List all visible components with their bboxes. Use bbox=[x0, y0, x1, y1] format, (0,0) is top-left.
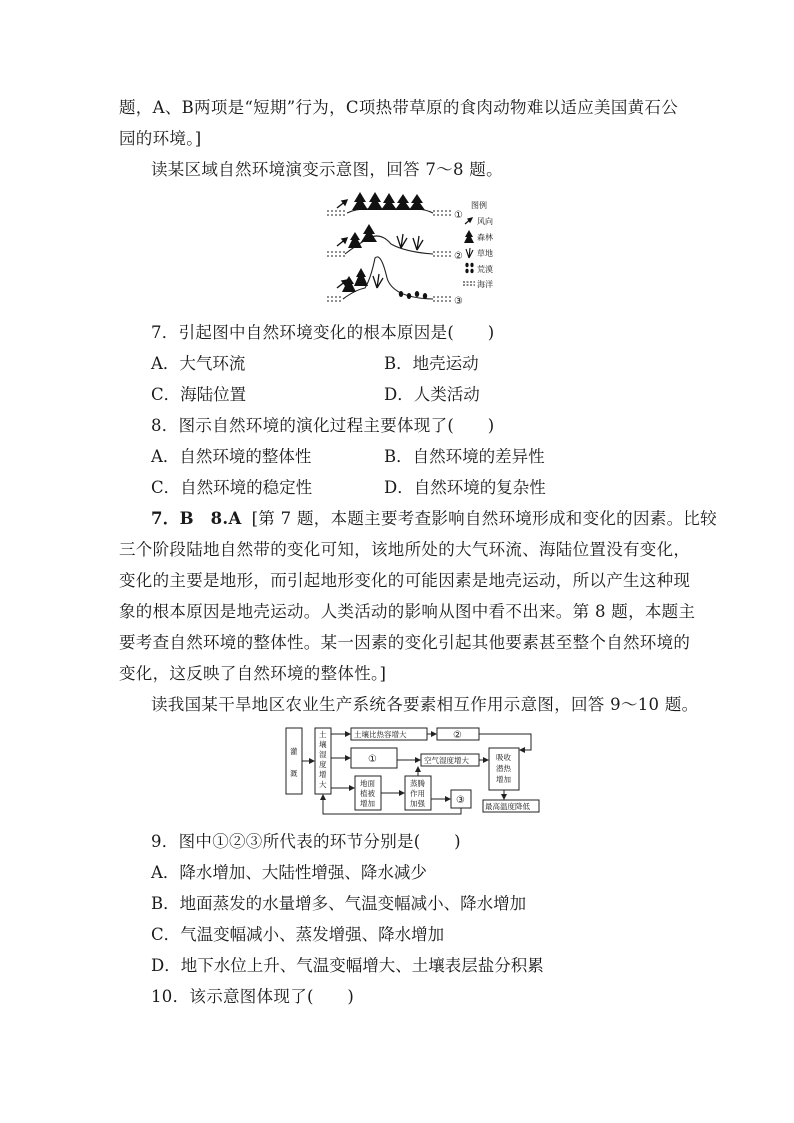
stage-label-3: ③ bbox=[454, 296, 463, 307]
answer78-line-5: 要考查自然环境的整体性。某一因素的变化引起其他要素甚至整个自然环境的 bbox=[119, 633, 691, 652]
answer78-line-1 bbox=[151, 507, 717, 531]
q7-option-d[interactable]: D．人类活动 bbox=[384, 385, 480, 404]
ocean-icon bbox=[463, 282, 475, 285]
environment-evolution-diagram bbox=[325, 188, 505, 313]
agriculture-system-diagram bbox=[285, 724, 541, 816]
q7-option-a[interactable]: A．大气环流 bbox=[151, 354, 246, 373]
box-soil-3: 度 bbox=[319, 760, 327, 769]
box-heat: 土壤比热容增大 bbox=[354, 730, 407, 739]
box-c1: ① bbox=[368, 754, 377, 765]
q9-stem: 9．图中①②③所代表的环节分别是( ) bbox=[151, 832, 461, 851]
forest-icon bbox=[464, 230, 474, 243]
stage-label-2: ② bbox=[454, 251, 463, 262]
intro-line-1: 题，A、B两项是“短期”行为，C项热带草原的食肉动物难以适应美国黄石公 bbox=[119, 98, 679, 117]
box-transp-1: 作用 bbox=[410, 789, 425, 798]
q7-stem: 7．引起图中自然环境变化的根本原因是( ) bbox=[151, 323, 495, 342]
box-irrigation-2: 溉 bbox=[290, 769, 298, 778]
q7-option-b[interactable]: B．地壳运动 bbox=[384, 354, 479, 373]
legend-desert: 荒漠 bbox=[477, 265, 493, 274]
legend-wind: 风向 bbox=[477, 217, 493, 226]
q8-stem: 8．图示自然环境的演化过程主要体现了( ) bbox=[151, 416, 495, 435]
box-latent-2: 增加 bbox=[496, 775, 511, 784]
box-veg-2: 增加 bbox=[360, 799, 375, 808]
box-latent-0: 吸收 bbox=[496, 753, 511, 762]
q10-stem: 10．该示意图体现了( ) bbox=[151, 987, 355, 1006]
box-maxtemp: 最高温度降低 bbox=[485, 802, 530, 811]
answer78-line-6: 变化，这反映了自然环境的整体性。] bbox=[119, 664, 387, 683]
box-transp-0: 蒸腾 bbox=[410, 779, 425, 788]
figure1-prompt: 读某区域自然环境演变示意图，回答 7～8 题。 bbox=[151, 160, 503, 179]
q9-option-a[interactable]: A．降水增加、大陆性增强、降水减少 bbox=[151, 863, 427, 882]
box-soil-1: 壤 bbox=[319, 740, 327, 749]
intro-line-2: 园的环境。] bbox=[119, 129, 202, 148]
box-soil-0: 土 bbox=[319, 730, 327, 739]
box-humidity: 空气湿度增大 bbox=[424, 756, 469, 765]
answer78-line-3: 变化的主要是地形，而引起地形变化的可能因素是地壳运动，所以产生这种现 bbox=[119, 571, 691, 590]
box-soil-5: 大 bbox=[319, 780, 327, 789]
box-veg-0: 地面 bbox=[360, 779, 375, 788]
q8-option-c[interactable]: C．自然环境的稳定性 bbox=[151, 478, 313, 497]
stage-label-1: ① bbox=[454, 210, 463, 221]
answer78-text-1: [第 7 题，本题主要考查影响自然环境形成和变化的因素。比较 bbox=[251, 509, 717, 528]
answer78-line-4: 象的根本原因是地壳运动。人类活动的影响从图中看不出来。第 8 题，本题主 bbox=[119, 602, 696, 621]
legend-grass: 草地 bbox=[477, 249, 493, 258]
box-soil-2: 湿 bbox=[319, 750, 327, 759]
q8-option-d[interactable]: D．自然环境的复杂性 bbox=[384, 478, 546, 497]
q9-option-d[interactable]: D．地下水位上升、气温变幅增大、土壤表层盐分积累 bbox=[151, 956, 544, 975]
box-latent-1: 潜热 bbox=[496, 764, 511, 773]
box-irrigation-1: 灌 bbox=[290, 747, 298, 756]
q9-option-b[interactable]: B．地面蒸发的水量增多、气温变幅减小、降水增加 bbox=[151, 894, 527, 913]
q9-option-c[interactable]: C．气温变幅减小、蒸发增强、降水增加 bbox=[151, 925, 445, 944]
box-c3: ③ bbox=[456, 795, 465, 806]
figure2-prompt: 读我国某干旱地区农业生产系统各要素相互作用示意图，回答 9～10 题。 bbox=[151, 695, 699, 714]
box-veg-1: 植被 bbox=[360, 789, 375, 798]
desert-icon bbox=[465, 263, 473, 273]
answer78-line-2: 三个阶段陆地自然带的变化可知，该地所处的大气环流、海陆位置没有变化， bbox=[119, 540, 691, 559]
q8-option-b[interactable]: B．自然环境的差异性 bbox=[384, 447, 545, 466]
box-transp-2: 加强 bbox=[410, 799, 425, 808]
grass-icon bbox=[466, 248, 473, 258]
legend-forest: 森林 bbox=[477, 233, 493, 242]
box-c2: ② bbox=[453, 730, 462, 741]
answer78-key: 7．B 8.A bbox=[151, 509, 242, 528]
box-soil-4: 增 bbox=[319, 770, 327, 779]
legend-title: 图例 bbox=[471, 201, 487, 210]
q8-option-a[interactable]: A．自然环境的整体性 bbox=[151, 447, 312, 466]
legend-ocean: 海洋 bbox=[477, 280, 493, 289]
q7-option-c[interactable]: C．海陆位置 bbox=[151, 385, 247, 404]
